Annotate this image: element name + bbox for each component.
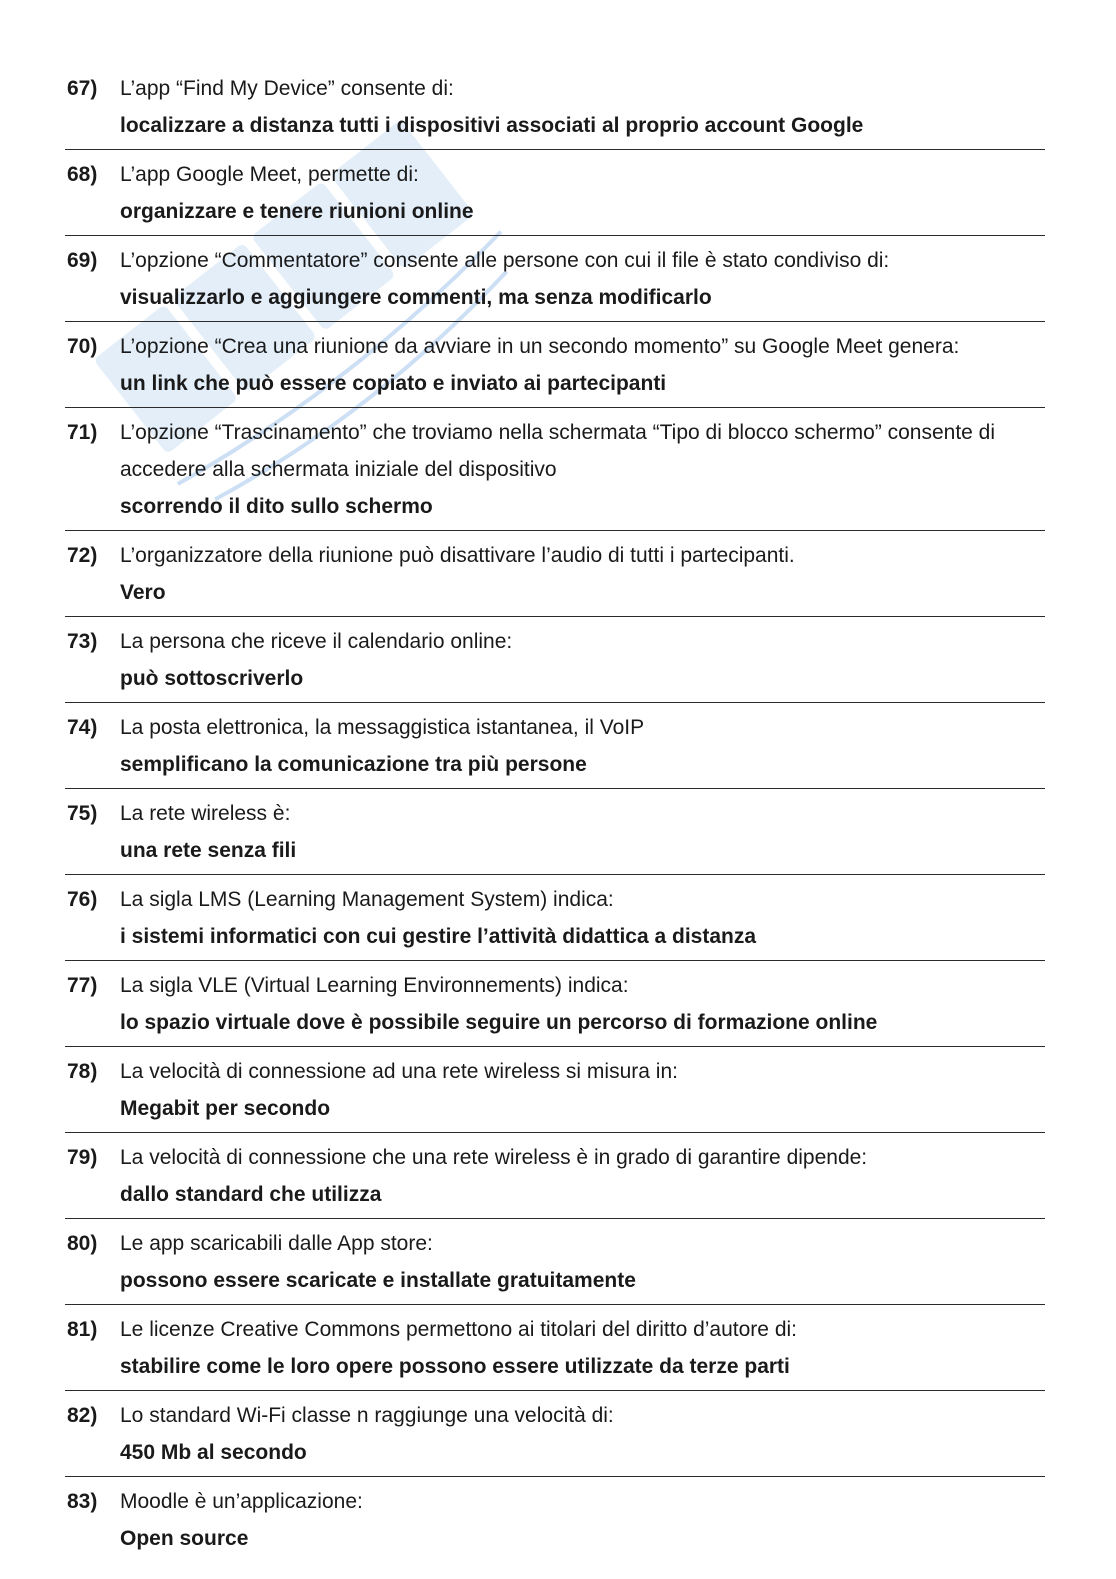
question-number: 80) [67, 1232, 98, 1255]
question-body [120, 795, 1045, 869]
answer-text: organizzare e tenere riunioni online [120, 200, 474, 223]
question-body [120, 709, 1045, 783]
question-item [65, 1219, 1045, 1305]
question-item [65, 617, 1045, 703]
question-item [65, 1047, 1045, 1133]
question-item [65, 1477, 1045, 1562]
question-number: 70) [67, 335, 98, 358]
answer-text: possono essere scaricate e installate gratuitamente [120, 1269, 636, 1292]
question-item [65, 875, 1045, 961]
question-item [65, 703, 1045, 789]
answer-text: dallo standard che utilizza [120, 1183, 382, 1206]
question-item [65, 1133, 1045, 1219]
question-body [120, 1397, 1045, 1471]
question-number: 76) [67, 888, 98, 911]
question-number: 74) [67, 716, 98, 739]
question-number: 67) [67, 77, 98, 100]
question-number: 82) [67, 1404, 98, 1427]
question-text: L’opzione “Commentatore” consente alle persone con cui il file è stato condiviso di: [120, 249, 890, 272]
question-text: L’opzione “Trascinamento” che troviamo nella schermata “Tipo di blocco schermo” consente di accedere alla schermata iniziale del dispositivo [120, 421, 996, 481]
question-body [120, 1139, 1045, 1213]
answer-text: un link che può essere copiato e inviato ai partecipanti [120, 372, 667, 395]
answer-text: i sistemi informatici con cui gestire l’attività didattica a distanza [120, 925, 757, 948]
question-text: L’opzione “Crea una riunione da avviare in un secondo momento” su Google Meet genera: [120, 335, 960, 358]
answer-text: Megabit per secondo [120, 1097, 331, 1120]
question-text: Le licenze Creative Commons permettono ai titolari del diritto d’autore di: [120, 1318, 797, 1341]
question-item [65, 236, 1045, 322]
question-text: L’app Google Meet, permette di: [120, 163, 419, 186]
question-text: La rete wireless è: [120, 802, 291, 825]
answer-text: localizzare a distanza tutti i dispositivi associati al proprio account Google [120, 114, 864, 137]
question-item [65, 789, 1045, 875]
question-text: La posta elettronica, la messaggistica istantanea, il VoIP [120, 716, 645, 739]
answer-text: 450 Mb al secondo [120, 1441, 307, 1464]
question-number: 83) [67, 1490, 98, 1513]
question-number: 79) [67, 1146, 98, 1169]
question-text: L’organizzatore della riunione può disattivare l’audio di tutti i partecipanti. [120, 544, 795, 567]
question-item [65, 408, 1045, 531]
question-body [120, 328, 1045, 402]
answer-text: Open source [120, 1527, 249, 1550]
question-text: Moodle è un’applicazione: [120, 1490, 363, 1513]
question-number: 73) [67, 630, 98, 653]
question-number: 72) [67, 544, 98, 567]
question-text: Le app scaricabili dalle App store: [120, 1232, 433, 1255]
question-text: La sigla VLE (Virtual Learning Environnements) indica: [120, 974, 629, 997]
question-body [120, 1053, 1045, 1127]
question-number: 81) [67, 1318, 98, 1341]
question-body [120, 1225, 1045, 1299]
question-body [120, 70, 1045, 144]
question-body [120, 967, 1045, 1041]
qa-list [65, 64, 1045, 1562]
question-body [120, 242, 1045, 316]
question-body [120, 881, 1045, 955]
answer-text: visualizzarlo e aggiungere commenti, ma senza modificarlo [120, 286, 712, 309]
question-item [65, 150, 1045, 236]
question-text: L’app “Find My Device” consente di: [120, 77, 454, 100]
question-text: La sigla LMS (Learning Management System) indica: [120, 888, 614, 911]
question-item [65, 1391, 1045, 1477]
question-number: 69) [67, 249, 98, 272]
question-number: 78) [67, 1060, 98, 1083]
question-number: 68) [67, 163, 98, 186]
question-item [65, 1305, 1045, 1391]
question-text: La velocità di connessione che una rete wireless è in grado di garantire dipende: [120, 1146, 868, 1169]
answer-text: semplificano la comunicazione tra più persone [120, 753, 587, 776]
answer-text: Vero [120, 581, 166, 604]
question-number: 77) [67, 974, 98, 997]
question-text: La persona che riceve il calendario online: [120, 630, 513, 653]
question-body [120, 414, 1045, 525]
question-item [65, 531, 1045, 617]
question-text: Lo standard Wi-Fi classe n raggiunge una velocità di: [120, 1404, 614, 1427]
answer-text: stabilire come le loro opere possono essere utilizzate da terze parti [120, 1355, 790, 1378]
answer-text: scorrendo il dito sullo schermo [120, 495, 433, 518]
answer-text: una rete senza fili [120, 839, 297, 862]
question-body [120, 537, 1045, 611]
question-body [120, 1483, 1045, 1557]
question-number: 71) [67, 421, 98, 444]
answer-text: può sottoscriverlo [120, 667, 304, 690]
question-text: La velocità di connessione ad una rete wireless si misura in: [120, 1060, 678, 1083]
question-body [120, 1311, 1045, 1385]
question-item [65, 961, 1045, 1047]
question-number: 75) [67, 802, 98, 825]
answer-text: lo spazio virtuale dove è possibile seguire un percorso di formazione online [120, 1011, 878, 1034]
question-body [120, 156, 1045, 230]
question-body [120, 623, 1045, 697]
question-item [65, 322, 1045, 408]
question-item [65, 64, 1045, 150]
